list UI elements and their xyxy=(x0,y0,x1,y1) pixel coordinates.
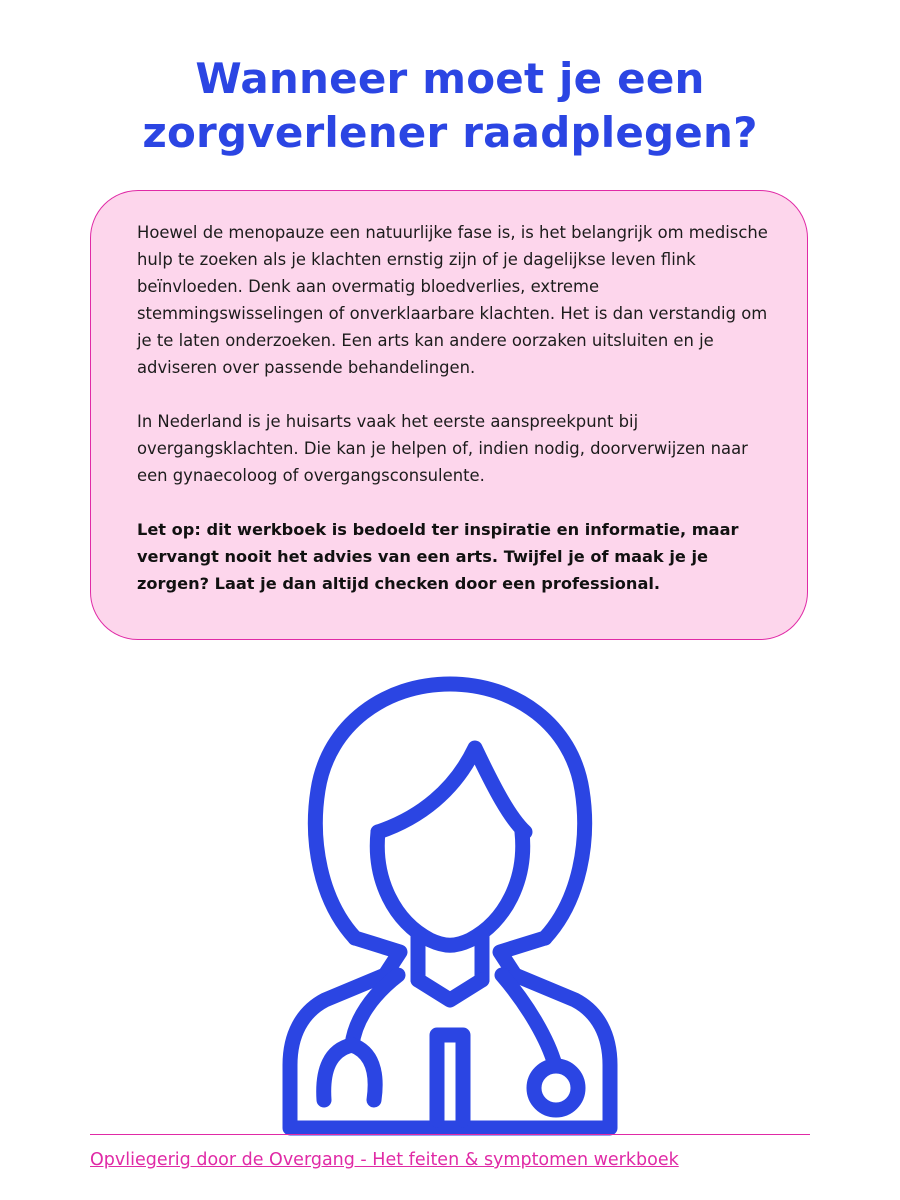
female-doctor-icon xyxy=(272,668,628,1138)
footer-book-link[interactable]: Opvliegerig door de Overgang - Het feiten & symptomen werkboek xyxy=(90,1150,679,1170)
disclaimer-warning: Let op: dit werkboek is bedoeld ter inspiratie en informatie, maar vervangt nooit het advies van een arts. Twijfel je of maak je je zorgen? Laat je dan altijd checken door een professional. xyxy=(137,520,739,593)
info-paragraph-1: Hoewel de menopauze een natuurlijke fase is, is het belangrijk om medische hulp te zoeken als je klachten ernstig zijn of je dagelijkse leven flink beïnvloeden. Denk aan overmatig bloedverlies, extreme stemmingswisselingen of onverklaarbare klachten. Het is dan verstandig om je te laten onderzoeken. Een arts kan andere oorzaken uitsluiten en je adviseren over passende behandelingen. xyxy=(137,223,768,377)
page-title-line-2: zorgverlener raadplegen? xyxy=(142,108,758,157)
info-box xyxy=(90,190,808,640)
hair-bangs xyxy=(378,748,525,832)
stethoscope-tube xyxy=(352,975,555,1065)
coat-collar xyxy=(418,980,482,1000)
info-paragraph-2: In Nederland is je huisarts vaak het eerste aanspreekpunt bij overgangsklachten. Die kan je helpen of, indien nodig, doorverwijzen naar een gynaecoloog of overgangsconsulente. xyxy=(137,412,748,485)
page-title xyxy=(0,52,900,160)
stethoscope-chestpiece xyxy=(534,1066,578,1110)
face-outline xyxy=(377,832,522,945)
hair-outline xyxy=(315,684,584,938)
shirt xyxy=(437,1035,463,1120)
footer-divider xyxy=(90,1134,810,1135)
stethoscope-earpieces xyxy=(324,1045,375,1100)
page-title-line-1: Wanneer moet je een xyxy=(195,54,705,103)
